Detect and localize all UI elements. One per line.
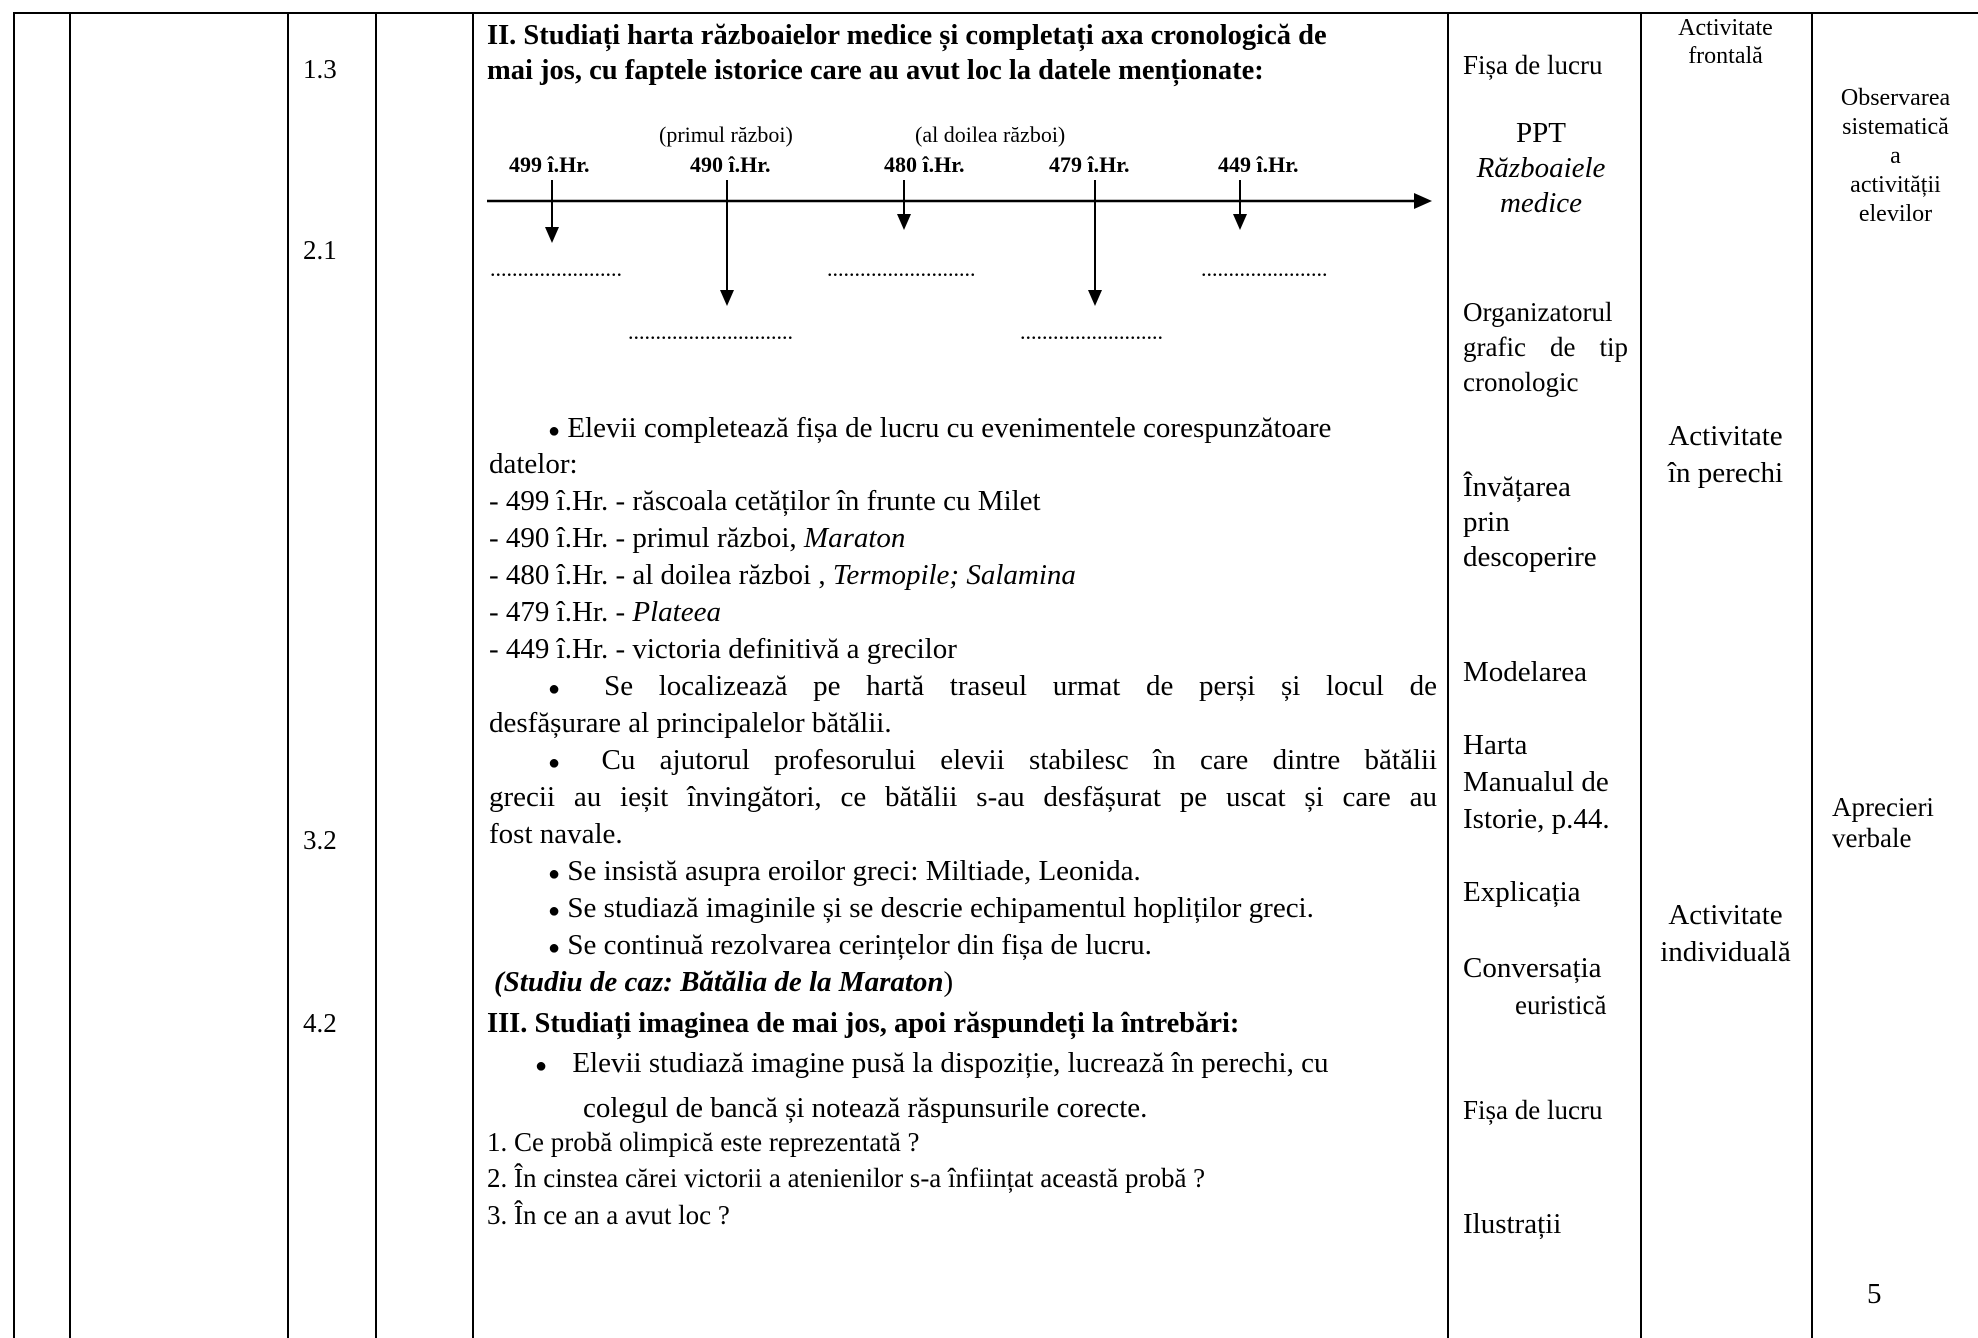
bullet-2-line1: ● Se localizează pe hartă traseul urmat de perși și locul de — [548, 670, 1437, 702]
res-organizer: Organizatorul grafic de tip cronologic — [1463, 297, 1628, 397]
eval-verbal: Aprecieri verbale — [1832, 792, 1934, 853]
bullet-dot: ● — [548, 420, 561, 442]
blank-449: ....................... — [1201, 256, 1328, 281]
question-2: 2. În cinstea cărei victorii a atenienilor s-a înființat această probă ? — [487, 1163, 1206, 1193]
bullet-3-line3: fost navale. — [489, 818, 623, 850]
table-border-4 — [375, 14, 377, 1338]
bullet-1-line1: ● Elevii completează fișa de lucru cu evenimentele corespunzătoare — [548, 412, 1332, 444]
bullet-3-line2: grecii au ieșit învingători, ce bătălii s-au desfășurat pe uscat și care au — [489, 781, 1437, 813]
task2-title-line2: mai jos, cu faptele istorice care au avut loc la datele menționate: — [487, 55, 1264, 86]
table-border-1 — [13, 14, 15, 1338]
bullet-1-line2: datelor: — [489, 448, 578, 480]
task3-title: III. Studiați imaginea de mai jos, apoi răspundeți la întrebări: — [487, 1008, 1240, 1039]
date-479: 479 î.Hr. — [1049, 152, 1130, 177]
page-number: 5 — [1867, 1278, 1882, 1310]
res-fisa-de-lucru-2: Fișa de lucru — [1463, 1095, 1603, 1125]
org-frontal: Activitate frontală — [1678, 15, 1773, 69]
bullet-3-line1: ● Cu ajutorul profesorului elevii stabilesc în care dintre bătălii — [548, 744, 1437, 776]
task3-bullet-line2: colegul de bancă și notează răspunsurile corecte. — [583, 1092, 1148, 1124]
case-study-label: (Studiu de caz: Bătălia de la Maraton) — [494, 966, 954, 998]
event-480: - 480 î.Hr. - al doilea război , Termopile; Salamina — [489, 559, 1076, 591]
res-illustrations: Ilustrații — [1463, 1208, 1562, 1240]
date-499: 499 î.Hr. — [509, 152, 590, 177]
res-fisa-de-lucru-1: Fișa de lucru — [1463, 50, 1603, 80]
table-border-7 — [1640, 14, 1642, 1338]
org-pairs: Activitate în perechi — [1667, 420, 1784, 489]
res-ppt: PPT Războaiele medice — [1476, 117, 1606, 219]
table-border-2 — [69, 14, 71, 1338]
bullet-dot: ● — [548, 937, 561, 959]
bullet-dot: ● — [548, 752, 578, 774]
blank-479: .......................... — [1020, 319, 1163, 344]
date-480: 480 î.Hr. — [884, 152, 965, 177]
bullet-2-line2: desfășurare al principalelor bătălii. — [489, 707, 892, 739]
date-449: 449 î.Hr. — [1218, 152, 1299, 177]
table-border-6 — [1447, 14, 1449, 1338]
bullet-dot: ● — [548, 863, 561, 885]
date-490: 490 î.Hr. — [690, 152, 771, 177]
blank-499: ........................ — [490, 256, 622, 281]
task3-bullet-line1: ● Elevii studiază imagine pusă la dispoziție, lucrează în perechi, cu — [535, 1047, 1329, 1079]
competency-3-2: 3.2 — [303, 825, 337, 855]
competency-4-2: 4.2 — [303, 1008, 337, 1038]
axis-arrows — [480, 105, 1440, 365]
res-explanation: Explicația — [1463, 876, 1581, 908]
event-499: - 499 î.Hr. - răscoala cetăților în frunte cu Milet — [489, 485, 1041, 517]
war-label-second: (al doilea război) — [915, 122, 1066, 147]
res-conversation: Conversația euristică — [1463, 952, 1607, 1020]
chronological-axis — [480, 105, 1440, 365]
war-label-first: (primul război) — [659, 122, 793, 147]
question-1: 1. Ce probă olimpică este reprezentată ? — [487, 1127, 920, 1157]
competency-2-1: 2.1 — [303, 235, 337, 265]
competency-1-3: 1.3 — [303, 54, 337, 84]
bullet-6: ● Se continuă rezolvarea cerințelor din fișa de lucru. — [548, 929, 1152, 961]
res-discovery: Învățarea prin descoperire — [1463, 471, 1597, 573]
task2-title-line1: II. Studiați harta războaielor medice și completați axa cronologică de — [487, 20, 1327, 51]
org-individual: Activitate individuală — [1660, 899, 1791, 968]
table-border-3 — [287, 14, 289, 1338]
bullet-dot: ● — [535, 1055, 548, 1077]
bullet-dot: ● — [548, 900, 561, 922]
res-map-manual: Harta Manualul de Istorie, p.44. — [1463, 729, 1610, 835]
event-479: - 479 î.Hr. - Plateea — [489, 596, 721, 628]
bullet-4: ● Se insistă asupra eroilor greci: Miltiade, Leonida. — [548, 855, 1141, 887]
bullet-5: ● Se studiază imaginile și se descrie echipamentul hopliților greci. — [548, 892, 1314, 924]
blank-480: ........................... — [827, 256, 976, 281]
res-modeling: Modelarea — [1463, 656, 1587, 688]
question-3: 3. În ce an a avut loc ? — [487, 1200, 730, 1230]
table-border-5 — [472, 14, 474, 1338]
bullet-dot: ● — [548, 678, 579, 700]
eval-observation: Observarea sistematică a activității elevilor — [1840, 85, 1951, 227]
event-449: - 449 î.Hr. - victoria definitivă a grecilor — [489, 633, 957, 665]
blank-490: .............................. — [628, 319, 793, 344]
event-490: - 490 î.Hr. - primul război, Maraton — [489, 522, 906, 554]
